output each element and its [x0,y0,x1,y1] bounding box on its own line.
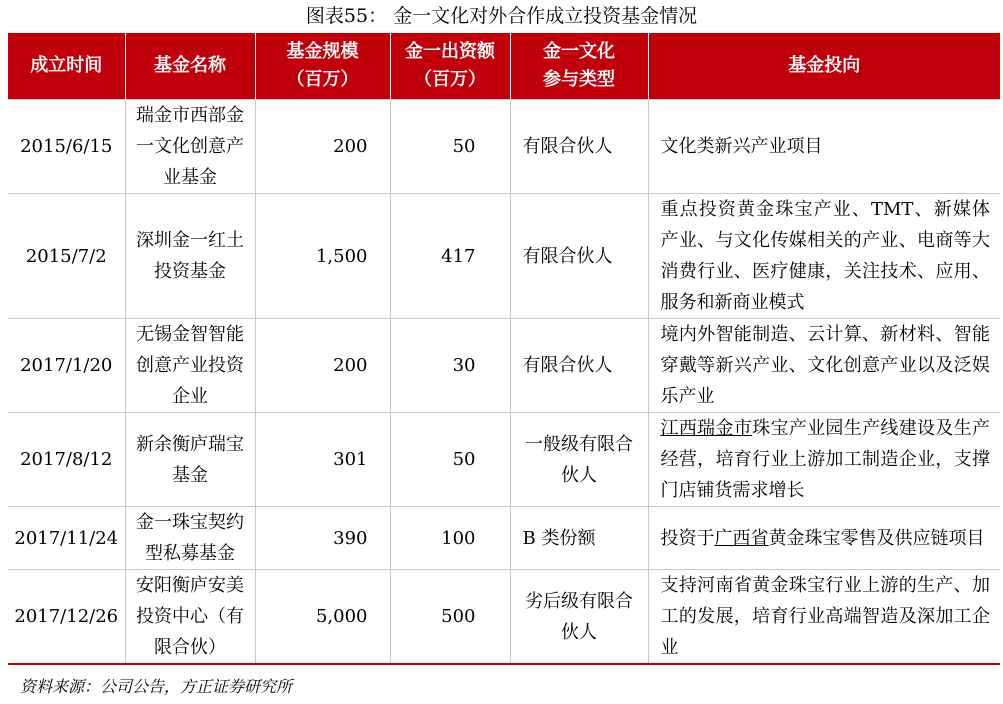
header-size-line2: （百万） [286,69,359,90]
cell-participation-type: B 类份额 [510,507,648,570]
cell-direction [648,413,1000,507]
cell-participation-type: 劣后级有限合伙人 [510,570,648,665]
cell-fund-name: 瑞金市西部金一文化创意产业基金 [125,100,255,194]
cell-direction [648,319,1000,413]
header-contribution [390,33,510,100]
cell-participation-type: 有限合伙人 [510,100,648,194]
direction-underlined-place: 江西瑞金市 [660,418,753,439]
cell-contribution: 30 [390,319,510,413]
cell-date: 2017/8/12 [8,413,125,507]
cell-direction [648,570,1000,665]
table-row [8,507,1000,570]
cell-participation-type: 一般级有限合伙人 [510,413,648,507]
cell-participation-type: 有限合伙人 [510,194,648,319]
cell-fund-size: 1,500 [255,194,390,319]
cell-date: 2017/1/20 [8,319,125,413]
cell-date: 2017/11/24 [8,507,125,570]
cell-contribution: 417 [390,194,510,319]
cell-fund-size: 301 [255,413,390,507]
direction-text-pre: 投资于 [660,527,715,549]
cell-participation-type: 有限合伙人 [510,319,648,413]
cell-date: 2017/12/26 [8,570,125,665]
cell-fund-size: 200 [255,100,390,194]
cell-fund-size: 200 [255,319,390,413]
table-row [8,100,1000,194]
table-row [8,319,1000,413]
cell-contribution: 500 [390,570,510,665]
header-direction: 基金投向 [648,33,1000,100]
header-date: 成立时间 [8,33,125,100]
header-type-line1: 金一文化 [543,41,615,62]
direction-text-post: 黄金珠宝零售及供应链项目 [768,527,985,549]
direction-text: 文化类新兴产业项目 [660,136,823,157]
table-caption: 图表55： 金一文化对外合作成立投资基金情况 [305,5,698,27]
cell-contribution: 50 [390,413,510,507]
cell-fund-size: 5,000 [255,570,390,665]
direction-text: 支持河南省黄金珠宝行业上游的生产、加工的发展，培育行业高端智造及深加工企业 [660,575,990,658]
fund-table [8,33,1000,665]
table-row [8,194,1000,319]
header-size-line1: 基金规模 [286,41,359,62]
direction-underlined-place: 广西省 [714,527,769,549]
header-type-line2: 参与类型 [543,69,615,90]
header-participation-type [510,33,648,100]
header-contribution-line1: 金一出资额 [405,41,495,62]
direction-text: 重点投资黄金珠宝产业、TMT、新媒体产业、与文化传媒相关的产业、电商等大消费行业、医疗健康，关注技术、应用、服务和新商业模式 [660,199,990,313]
cell-date: 2015/6/15 [8,100,125,194]
header-size [255,33,390,100]
cell-contribution: 50 [390,100,510,194]
cell-fund-name: 新余衡庐瑞宝基金 [125,413,255,507]
cell-date: 2015/7/2 [8,194,125,319]
cell-direction [648,507,1000,570]
cell-fund-name: 无锡金智智能创意产业投资企业 [125,319,255,413]
cell-fund-name: 金一珠宝契约型私募基金 [125,507,255,570]
header-contribution-line2: （百万） [414,69,486,90]
direction-text: 境内外智能制造、云计算、新材料、智能穿戴等新兴产业、文化创意产业以及泛娱乐产业 [660,324,990,407]
table-row [8,570,1000,665]
direction-text-post: 珠宝产业园生产线建设及生产经营，培育行业上游加工制造企业，支撑门店铺货需求增长 [660,418,991,501]
cell-direction [648,100,1000,194]
cell-fund-name: 安阳衡庐安美投资中心（有限合伙） [125,570,255,665]
table-header-row [8,33,1000,100]
cell-fund-name: 深圳金一红土投资基金 [125,194,255,319]
cell-direction [648,194,1000,319]
source-note: 资料来源：公司公告，方正证券研究所 [20,677,293,696]
header-name: 基金名称 [125,33,255,100]
table-row [8,413,1000,507]
cell-fund-size: 390 [255,507,390,570]
cell-contribution: 100 [390,507,510,570]
